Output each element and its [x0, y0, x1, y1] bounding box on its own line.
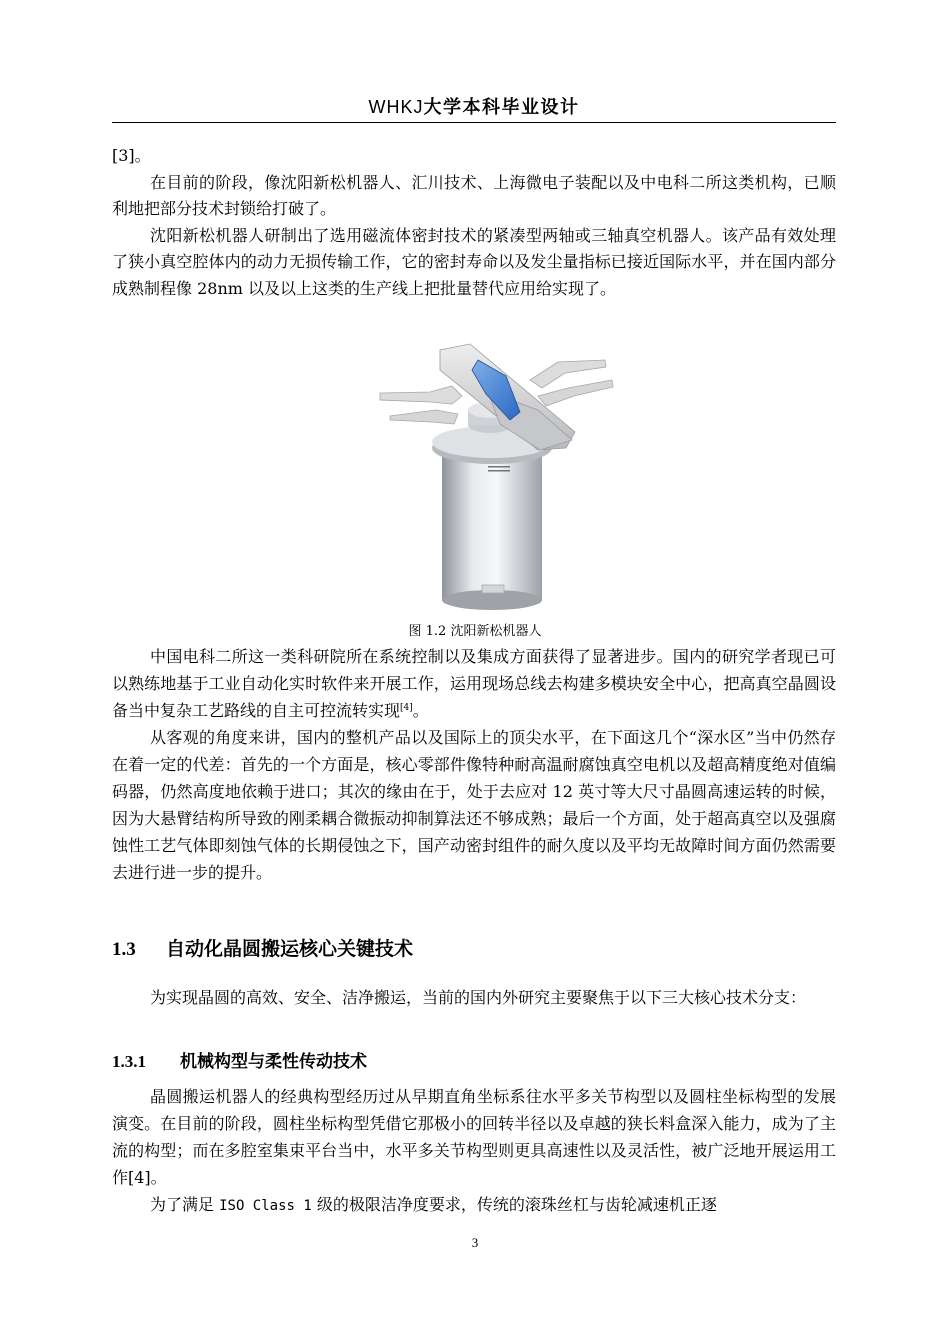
section-heading: [112, 934, 413, 961]
vacuum-robot-illustration: [370, 340, 620, 610]
citation: [4]: [400, 703, 413, 713]
paragraph: [112, 1191, 836, 1220]
header-latin: WHKJ: [368, 97, 424, 117]
paragraph-text: 为了满足: [150, 1195, 220, 1214]
paragraph: [3]。: [112, 146, 151, 165]
subsection-title: 机械构型与柔性传动技术: [180, 1052, 367, 1072]
paragraph: 在目前的阶段，像沈阳新松机器人、汇川技术、上海微电子装配以及中电科二所这类机构，已顺利地把部分技术封锁给打破了。: [112, 172, 836, 218]
paragraph-text: 级的极限洁净度要求，传统的滚珠丝杠与齿轮减速机正逐: [311, 1195, 717, 1214]
paragraph: 从客观的角度来讲，国内的整机产品以及国际上的顶尖水平，在下面这几个“深水区”当中仍然存在着一定的代差：首先的一个方面是，核心零部件像特种耐高温耐腐蚀真空电机以及超高精度绝对值编码器，仍然高度地依赖于进口；其次的缘由在于，处于去应对 12 英寸等大尺寸晶圆高速运转的时候，因为大悬臂结构所导致的刚柔耦合微振动抑制算法还不够成熟；最后一个方面，处于超高真空以及强腐蚀性工艺气体即刻蚀气体的长期侵蚀之下，国产动密封组件的耐久度以及平均无故障时间方面仍然需要去进行进一步的提升。: [112, 728, 836, 882]
figure-caption: 图 1.2 沈阳新松机器人: [408, 624, 542, 639]
subsection-heading: [112, 1047, 367, 1072]
paragraph: 沈阳新松机器人研制出了选用磁流体密封技术的紧凑型两轴或三轴真空机器人。该产品有效处理了狭小真空腔体内的动力无损传输工作，它的密封寿命以及发尘量指标已接近国际水平，并在国内部分成熟制程像 28nm 以及以上这类的生产线上把批量替代应用给实现了。: [112, 225, 836, 298]
page-number: 3: [471, 1235, 479, 1250]
section-number: 1.3: [112, 939, 136, 960]
running-header: [112, 98, 836, 123]
paragraph: [112, 643, 836, 724]
section-title: 自动化晶圆搬运核心关键技术: [166, 938, 414, 960]
paragraph: 为实现晶圆的高效、安全、洁净搬运，当前的国内外研究主要聚焦于以下三大核心技术分支：: [150, 988, 807, 1007]
robot-figure: [370, 340, 620, 610]
paragraph-tail: 。: [412, 701, 429, 720]
body-top: [112, 143, 836, 302]
header-title: 大学本科毕业设计: [423, 97, 580, 118]
body-mid: [112, 643, 836, 886]
subsection-number: 1.3.1: [112, 1052, 146, 1071]
section-intro: [112, 984, 836, 1011]
subsection-body: [112, 1083, 836, 1220]
iso-class-term: ISO Class 1: [219, 1198, 312, 1214]
paragraph-text: 中国电科二所这一类科研院所在系统控制以及集成方面获得了显著进步。国内的研究学者现已可以熟练地基于工业自动化实时软件来开展工作，运用现场总线去构建多模块安全中心，把高真空晶圆设备当中复杂工艺路线的自主可控流转实现: [112, 647, 836, 720]
paragraph: 晶圆搬运机器人的经典构型经历过从早期直角坐标系往水平多关节构型以及圆柱坐标构型的发展演变。在目前的阶段，圆柱坐标构型凭借它那极小的回转半径以及卓越的狭长料盒深入能力，成为了主流的构型；而在多腔室集束平台当中，水平多关节构型则更具高速性以及灵活性，被广泛地开展运用工作[4]。: [112, 1087, 836, 1187]
